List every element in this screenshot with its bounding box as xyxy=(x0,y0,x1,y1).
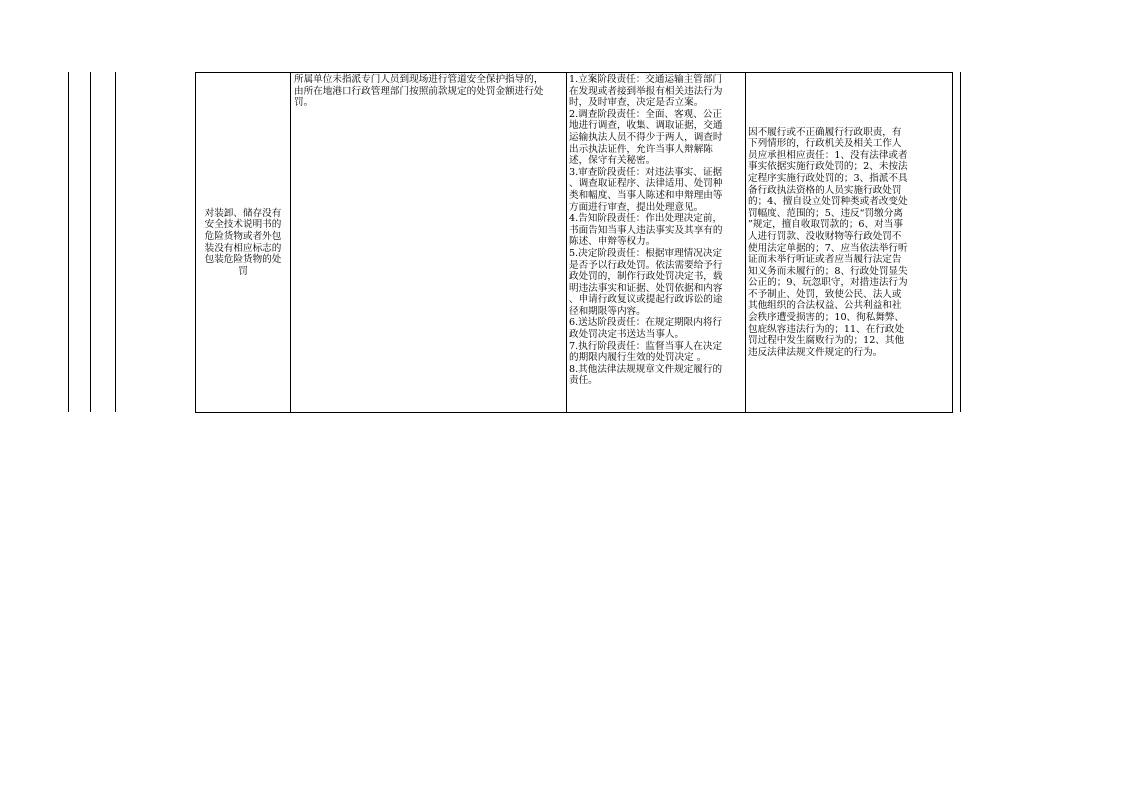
table-border-left-2 xyxy=(90,72,91,412)
table-border-right xyxy=(960,72,961,412)
responsibility-text: 1.立案阶段责任：交通运输主管部门 在发现或者接到举报有相关违法行为 时，及时审查，决定是否立案。 2.调查阶段责任：全面、客观、公正 地进行调查，收集、调取证据，交通 运输执法人员不得少于两人，调查时 出示执法证件，允许当事人辩解陈 述，保守有关秘密。 3.审查阶段责任：对违法事实、证据 、调查取证程序、法律适用、处罚种 类和幅度、当事人陈述和申辩理由等 方面进行审查，提出处理意见。 4.告知阶段责任：作出处理决定前， 书面告知当事人违法事实及其享有的 陈述、申辩等权力。 5.决定阶段责任：根据审理情况决定 是否予以行政处罚。依法需要给予行 政处罚的，制作行政处罚决定书，载 明违法事实和证据、处罚依据和内容 、申请行政复议或提起行政诉讼的途 径和期限等内容。 6.送达阶段责任：在规定期限内将行 政处罚决定书送达当事人。 7.执行阶段责任：监督当事人在决定 的期限内履行生效的处罚决定 。 8.其他法律法规规章文件规定履行的 责任。 xyxy=(569,74,723,387)
accountability-text: 因不履行或不正确履行行政职责，有 下列情形的，行政机关及相关工作人 员应承担相应责任：1、没有法律或者 事实依据实施行政处罚的；2、未按法 定程序实施行政处罚的；3、指派不具 备行政执法资格的人员实施行政处罚 的；4、擅自设立处罚种类或者改变处 罚幅度、范围的；5、违反“罚缴分离 ”规定，擅自收取罚款的；6、对当事 人进行罚款、没收财物等行政处罚不 使用法定单据的；7、应当依法举行听 证而未举行听证或者应当履行法定告 知义务而未履行的；8、行政处罚显失 公正的；9、玩忽职守，对措违法行为 不予制止、处罚，致使公民、法人或 其他组织的合法权益、公共利益和社 会秩序遭受损害的；10、徇私舞弊、 包庇纵容违法行为的；11、在行政处 罚过程中发生腐败行为的；12、其他 违反法律法规文件规定的行为。 xyxy=(748,126,908,358)
basis-cell xyxy=(291,72,566,413)
basis-text: 所属单位未指派专门人员到现场进行管道安全保护指导的， 由所在地港口行政管理部门按照前款规定的处罚金额进行处 罚。 xyxy=(294,74,544,109)
table-border-left-3 xyxy=(115,72,116,412)
table-border-left-1 xyxy=(68,72,69,412)
item-name-cell xyxy=(195,72,291,413)
responsibility-cell xyxy=(566,72,746,413)
item-name-text: 对装卸、储存没有 安全技术说明书的 危险货物或者外包 装没有相应标志的 包装危险货物的处 罚 xyxy=(204,207,282,277)
accountability-cell xyxy=(746,72,953,413)
